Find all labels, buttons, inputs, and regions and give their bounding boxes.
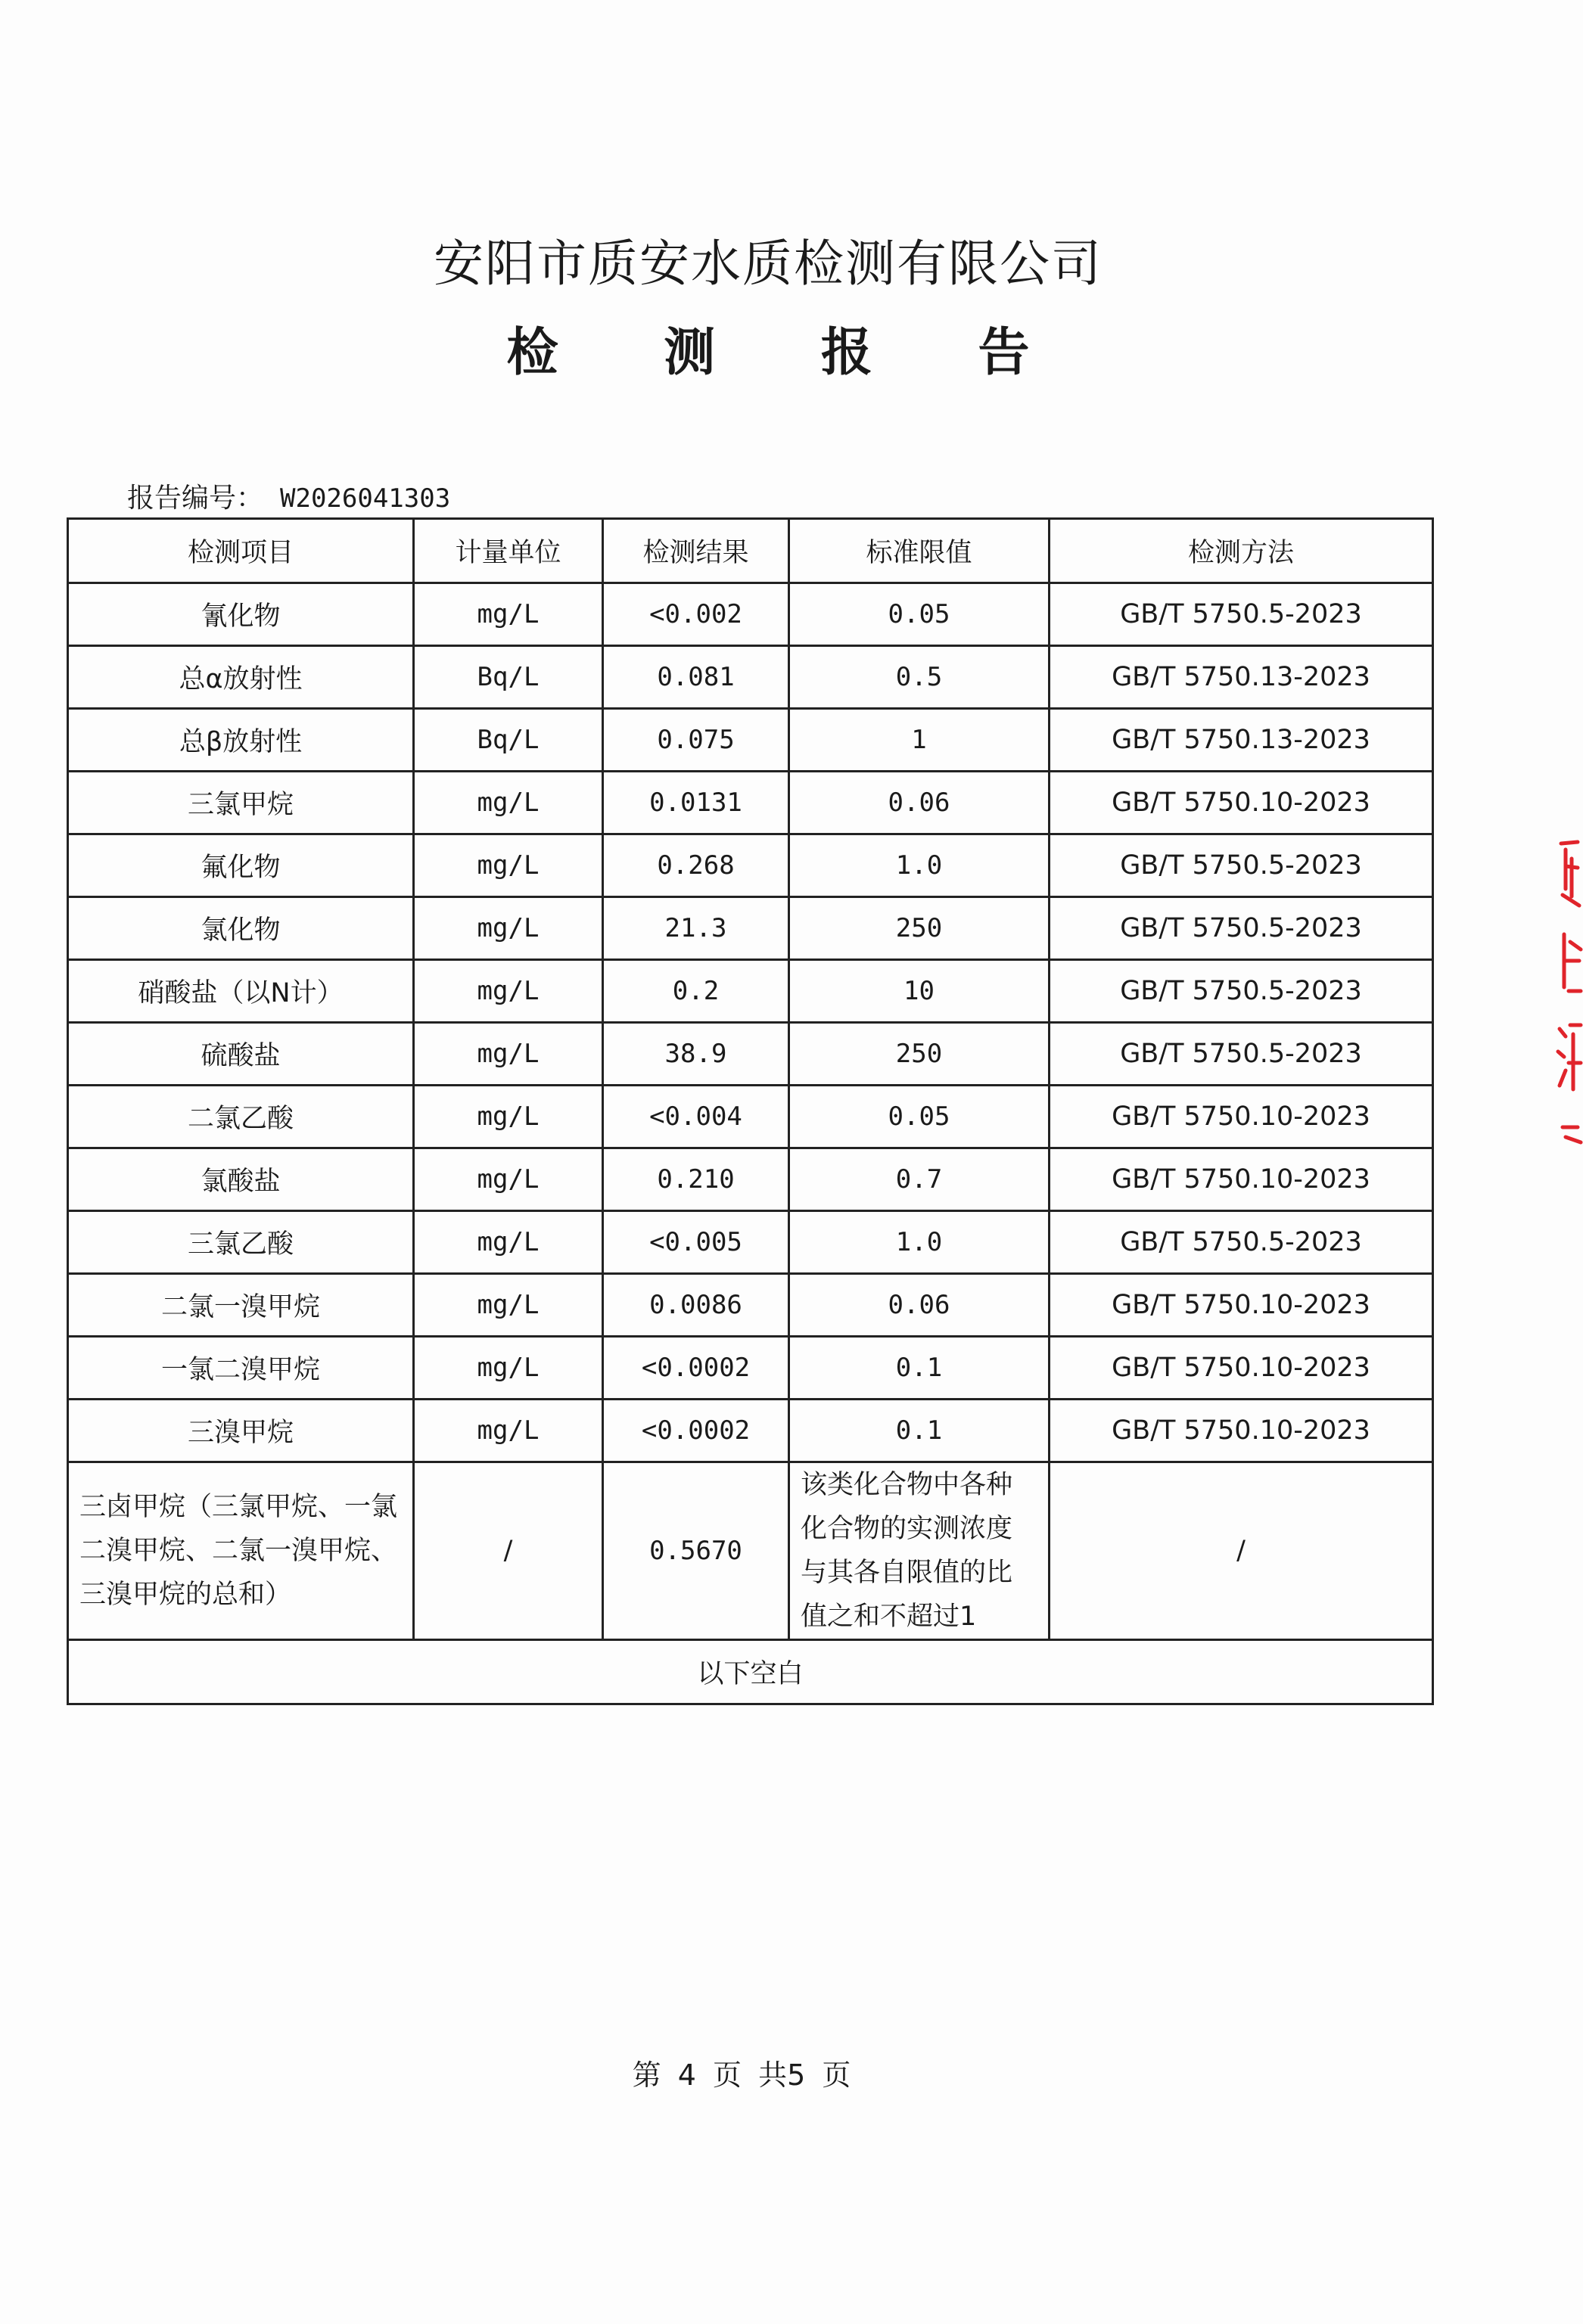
cell-method: GB/T 5750.10-2023	[1050, 1337, 1433, 1400]
cell-item: 总β放射性	[68, 709, 414, 772]
cell-result: <0.0002	[603, 1337, 789, 1400]
cell-result: 0.081	[603, 646, 789, 709]
cell-result: 0.210	[603, 1148, 789, 1211]
cell-method: GB/T 5750.13-2023	[1050, 646, 1433, 709]
cell-method: GB/T 5750.10-2023	[1050, 1274, 1433, 1337]
cell-item: 三溴甲烷	[68, 1400, 414, 1462]
cell-result: 0.0086	[603, 1274, 789, 1337]
stamp-strokes	[1558, 842, 1581, 1142]
cell-result: <0.005	[603, 1211, 789, 1274]
table-body	[68, 583, 1433, 1704]
cell-unit: mg/L	[414, 1274, 603, 1337]
cell-method: GB/T 5750.5-2023	[1050, 583, 1433, 646]
page-number: 第 4 页 共5 页	[632, 2058, 851, 2092]
cell-unit: mg/L	[414, 1400, 603, 1462]
table-row	[68, 897, 1433, 960]
cell-unit: Bq/L	[414, 646, 603, 709]
table-row	[68, 709, 1433, 772]
cell-method: GB/T 5750.10-2023	[1050, 1086, 1433, 1148]
cell-unit: mg/L	[414, 583, 603, 646]
cell-limit: 1.0	[789, 1211, 1050, 1274]
cell-unit: mg/L	[414, 834, 603, 897]
cell-result: <0.0002	[603, 1400, 789, 1462]
cell-unit: Bq/L	[414, 709, 603, 772]
summary-item: 三卤甲烷（三氯甲烷、一氯二溴甲烷、二氯一溴甲烷、三溴甲烷的总和）	[68, 1462, 414, 1640]
summary-unit: /	[414, 1462, 603, 1640]
cell-method: GB/T 5750.10-2023	[1050, 772, 1433, 834]
table-row	[68, 1148, 1433, 1211]
cell-limit: 0.05	[789, 1086, 1050, 1148]
seal-stamp-fragment	[1555, 836, 1583, 1154]
cell-method: GB/T 5750.5-2023	[1050, 897, 1433, 960]
company-name: 安阳市质安水质检测有限公司	[434, 235, 1103, 293]
cell-item: 硝酸盐（以N计）	[68, 960, 414, 1023]
cell-limit: 1	[789, 709, 1050, 772]
table-row	[68, 646, 1433, 709]
report-number-value: W2026041303	[280, 483, 451, 514]
table-row	[68, 1274, 1433, 1337]
table-row	[68, 1086, 1433, 1148]
table-row	[68, 583, 1433, 646]
cell-item: 二氯乙酸	[68, 1086, 414, 1148]
blank-note-row	[68, 1640, 1433, 1704]
blank-note: 以下空白	[68, 1640, 1433, 1704]
summary-result: 0.5670	[603, 1462, 789, 1640]
table-row	[68, 772, 1433, 834]
cell-result: <0.004	[603, 1086, 789, 1148]
cell-limit: 250	[789, 897, 1050, 960]
cell-unit: mg/L	[414, 1211, 603, 1274]
cell-item: 二氯一溴甲烷	[68, 1274, 414, 1337]
cell-item: 硫酸盐	[68, 1023, 414, 1086]
cell-unit: mg/L	[414, 1337, 603, 1400]
cell-method: GB/T 5750.5-2023	[1050, 834, 1433, 897]
cell-result: 0.0131	[603, 772, 789, 834]
cell-unit: mg/L	[414, 1086, 603, 1148]
cell-result: 21.3	[603, 897, 789, 960]
report-number-label: 报告编号：	[127, 483, 264, 514]
cell-method: GB/T 5750.5-2023	[1050, 1023, 1433, 1086]
cell-item: 氰化物	[68, 583, 414, 646]
table-header-row	[68, 519, 1433, 583]
cell-item: 三氯乙酸	[68, 1211, 414, 1274]
document-title: 检 测 报 告	[506, 323, 1074, 383]
table-row	[68, 960, 1433, 1023]
cell-item: 氟化物	[68, 834, 414, 897]
table-row	[68, 834, 1433, 897]
report-number	[127, 477, 450, 515]
cell-method: GB/T 5750.5-2023	[1050, 960, 1433, 1023]
table-row	[68, 1337, 1433, 1400]
test-results-table	[67, 517, 1434, 1705]
cell-limit: 0.06	[789, 1274, 1050, 1337]
cell-result: 38.9	[603, 1023, 789, 1086]
header-method: 检测方法	[1050, 519, 1433, 583]
header-result: 检测结果	[603, 519, 789, 583]
cell-item: 总α放射性	[68, 646, 414, 709]
cell-method: GB/T 5750.10-2023	[1050, 1148, 1433, 1211]
cell-limit: 0.05	[789, 583, 1050, 646]
cell-item: 三氯甲烷	[68, 772, 414, 834]
cell-item: 一氯二溴甲烷	[68, 1337, 414, 1400]
cell-limit: 1.0	[789, 834, 1050, 897]
cell-unit: mg/L	[414, 960, 603, 1023]
table-row	[68, 1023, 1433, 1086]
cell-item: 氯酸盐	[68, 1148, 414, 1211]
cell-limit: 0.1	[789, 1337, 1050, 1400]
cell-limit: 250	[789, 1023, 1050, 1086]
summary-method: /	[1050, 1462, 1433, 1640]
cell-result: 0.268	[603, 834, 789, 897]
header-unit: 计量单位	[414, 519, 603, 583]
cell-item: 氯化物	[68, 897, 414, 960]
cell-result: <0.002	[603, 583, 789, 646]
cell-method: GB/T 5750.10-2023	[1050, 1400, 1433, 1462]
cell-limit: 10	[789, 960, 1050, 1023]
cell-result: 0.075	[603, 709, 789, 772]
cell-method: GB/T 5750.5-2023	[1050, 1211, 1433, 1274]
header-limit: 标准限值	[789, 519, 1050, 583]
summary-limit: 该类化合物中各种化合物的实测浓度与其各自限值的比值之和不超过1	[789, 1462, 1050, 1640]
cell-unit: mg/L	[414, 1023, 603, 1086]
cell-limit: 0.06	[789, 772, 1050, 834]
cell-unit: mg/L	[414, 1148, 603, 1211]
table-row	[68, 1211, 1433, 1274]
cell-limit: 0.7	[789, 1148, 1050, 1211]
summary-row	[68, 1462, 1433, 1640]
cell-unit: mg/L	[414, 897, 603, 960]
cell-limit: 0.1	[789, 1400, 1050, 1462]
cell-result: 0.2	[603, 960, 789, 1023]
cell-method: GB/T 5750.13-2023	[1050, 709, 1433, 772]
cell-unit: mg/L	[414, 772, 603, 834]
table-row	[68, 1400, 1433, 1462]
header-item: 检测项目	[68, 519, 414, 583]
cell-limit: 0.5	[789, 646, 1050, 709]
